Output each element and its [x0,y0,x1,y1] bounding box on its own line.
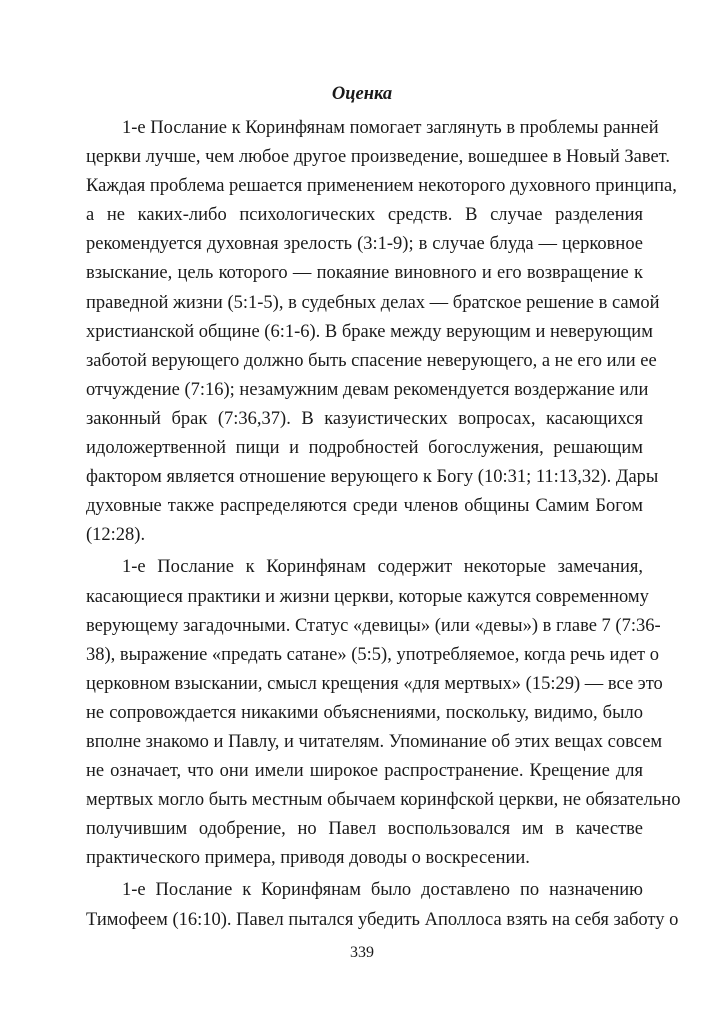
text-line: церковном взыскании, смысл крещения «для мертвых» (15:29) — все это [86,673,663,694]
text-line: рекомендуется духовная зрелость (3:1-9); в случае блуда — церковное [86,234,643,255]
text-line: отчуждение (7:16); незамужним девам рекомендуется воздержание или [86,379,649,400]
text-line: (12:28). [86,525,146,546]
text-line: не означает, что они имели широкое распространение. Крещение для [86,761,643,782]
text-line: церкви лучше, чем любое другое произведение, вошедшее в Новый Завет. [86,147,670,168]
text-line: законный брак (7:36,37). В казуистических вопросах, касающихся [86,408,643,429]
section-heading: Оценка [331,84,393,104]
text-line: христианской общине (6:1-6). В браке между верующим и неверующим [86,321,653,342]
paragraph [86,114,677,550]
text-line: Каждая проблема решается применением некоторого духовного принципа, [86,176,677,197]
text-line: верующему загадочными. Статус «девицы» (или «девы») в главе 7 (7:36- [86,615,661,636]
text-line: 1-е Послание к Коринфянам содержит некоторые замечания, [122,557,643,578]
text-line: а не каких-либо психологических средств. В случае разделения [86,205,643,226]
text-line: взыскание, цель которого — покаяние виновного и его возвращение к [86,263,643,284]
text-line: фактором является отношение верующего к Богу (10:31; 11:13,32). Дары [86,467,659,488]
page-number: 339 [350,944,374,961]
text-line: получившим одобрение, но Павел воспользовался им в качестве [86,819,643,840]
text-line: касающиеся практики и жизни церкви, которые кажутся современному [86,586,649,607]
text-line: вполне знакомо и Павлу, и читателям. Упоминание об этих вещах совсем [86,731,663,752]
text-line: Тимофеем (16:10). Павел пытался убедить Аполлоса взять на себя заботу о [86,909,679,930]
body-text [86,114,681,938]
paragraph [86,553,681,873]
text-line: 1-е Послание к Коринфянам было доставлено по назначению [122,880,643,901]
text-line: 38), выражение «предать сатане» (5:5), употребляемое, когда речь идет о [86,644,660,665]
text-line: 1-е Послание к Коринфянам помогает заглянуть в проблемы ранней [122,118,659,138]
text-line: не сопровождается никакими объяснениями, поскольку, видимо, было [86,702,643,723]
paragraph [86,876,679,934]
text-line: мертвых могло быть местным обычаем коринфской церкви, не обязательно [86,790,681,811]
text-line: практического примера, приводя доводы о воскресении. [86,848,530,869]
text-line: заботой верующего должно быть спасение неверующего, а не его или ее [86,350,657,371]
text-line: праведной жизни (5:1-5), в судебных делах — братское решение в самой [86,292,660,313]
text-line: идоложертвенной пищи и подробностей богослужения, решающим [86,438,643,459]
text-line: духовные также распределяются среди членов общины Самим Богом [86,496,643,517]
